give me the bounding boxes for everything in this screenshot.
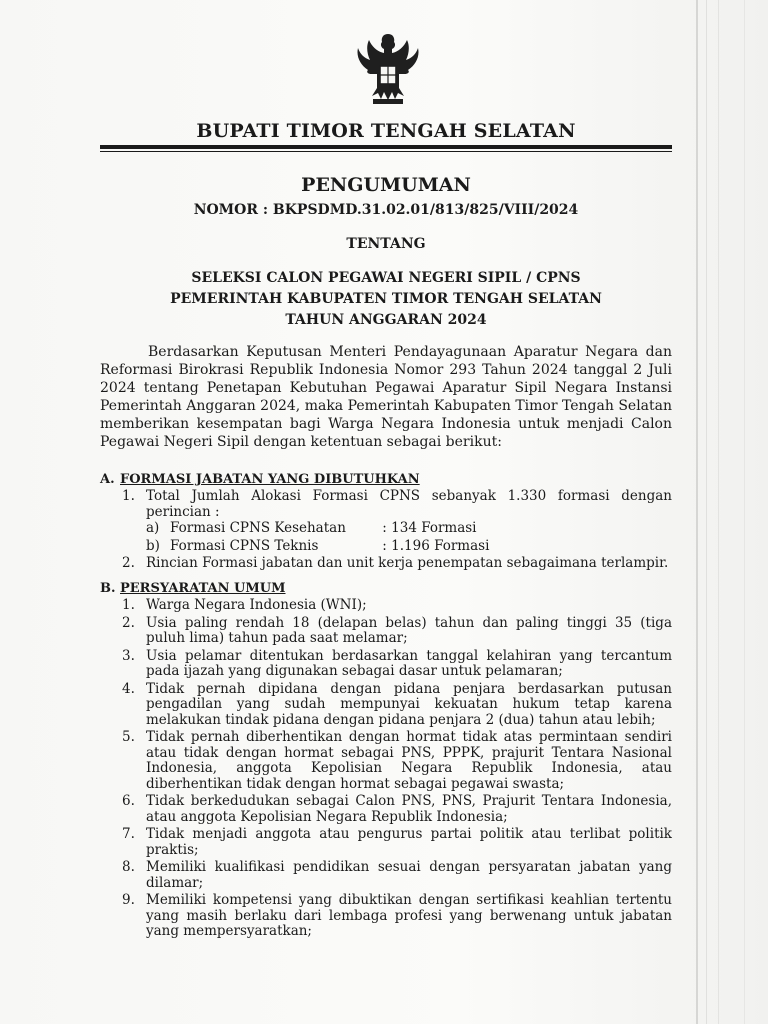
item-text: Usia pelamar ditentukan berdasarkan tanggal kelahiran yang tercantum pada ijazah yang digunakan sebagai dasar untuk pelamaran; xyxy=(146,647,672,679)
page-edge-line xyxy=(718,0,719,1024)
formation-count: : 134 Formasi xyxy=(382,520,477,536)
list-item xyxy=(100,616,672,647)
item-text: Tidak pernah dipidana dengan pidana penjara berdasarkan putusan pengadilan yang sudah mempunyai kekuatan hukum tetap karena melakukan tindak pidana dengan pidana penjara 2 (dua) tahun atau lebih; xyxy=(146,680,672,728)
item-text: Usia paling rendah 18 (delapan belas) tahun dan paling tinggi 35 (tiga puluh lima) tahun pada saat melamar; xyxy=(146,614,672,646)
formation-breakdown xyxy=(146,521,672,554)
document-number: NOMOR : BKPSDMD.31.02.01/813/825/VIII/2024 xyxy=(193,202,579,218)
list-item xyxy=(100,860,672,891)
list-item xyxy=(100,649,672,680)
section-a-list xyxy=(100,489,672,574)
item-number: 4. xyxy=(122,680,135,697)
item-number: 2. xyxy=(122,555,135,571)
item-number: 1. xyxy=(122,488,135,504)
section-title: FORMASI JABATAN YANG DIBUTUHKAN xyxy=(120,472,420,487)
list-item xyxy=(100,730,672,792)
formation-name: Formasi CPNS Kesehatan xyxy=(170,520,346,536)
list-item xyxy=(100,682,672,729)
item-text: Rincian Formasi jabatan dan unit kerja penempatan sebagaimana terlampir. xyxy=(146,555,669,571)
item-number: 5. xyxy=(122,729,135,745)
formation-row xyxy=(146,539,672,555)
letterhead-rule xyxy=(100,151,672,152)
subject-line: TAHUN ANGGARAN 2024 xyxy=(285,312,487,328)
sub-item-label: a) xyxy=(146,520,160,536)
item-number: 6. xyxy=(122,793,135,809)
section-letter: B. xyxy=(100,581,116,596)
garuda-emblem-icon xyxy=(350,30,426,106)
item-text: Tidak menjadi anggota atau pengurus partai politik atau terlibat politik praktis; xyxy=(146,826,672,858)
subject-line: PEMERINTAH KABUPATEN TIMOR TENGAH SELATAN xyxy=(170,291,602,307)
page-edge-line xyxy=(744,0,745,1024)
item-number: 1. xyxy=(122,597,135,613)
list-item xyxy=(100,598,672,614)
intro-paragraph: Berdasarkan Keputusan Menteri Pendayagunaan Aparatur Negara dan Reformasi Birokrasi Republik Indonesia Nomor 293 Tahun 2024 tanggal 2 Juli 2024 tentang Penetapan Kebutuhan Pegawai Aparatur Sipil Negara Instansi Pemerintah Anggaran 2024, maka Pemerintah Kabupaten Timor Tengah Selatan memberikan kesempatan bagi Warga Negara Indonesia untuk menjadi Calon Pegawai Negeri Sipil dengan ketentuan sebagai berikut: xyxy=(100,344,673,450)
formation-name: Formasi CPNS Teknis xyxy=(170,537,319,554)
section-letter: A. xyxy=(100,472,115,487)
item-number: 2. xyxy=(122,614,135,631)
formation-count: : 1.196 Formasi xyxy=(382,537,490,554)
document-title: PENGUMUMAN xyxy=(301,174,471,196)
item-text: Memiliki kompetensi yang dibuktikan dengan sertifikasi keahlian tertentu yang masih berlaku dari lembaga profesi yang berwenang untuk jabatan yang mempersyaratkan; xyxy=(146,892,672,939)
letterhead-rule xyxy=(100,145,672,149)
item-text: Tidak pernah diberhentikan dengan hormat tidak atas permintaan sendiri atau tidak dengan hormat sebagai PNS, PPPK, prajurit Tentara Nasional Indonesia, anggota Kepolisian Negara Republik Indonesia, atau diberhentikan tidak dengan hormat sebagai pegawai swasta; xyxy=(146,729,672,792)
item-number: 8. xyxy=(122,859,135,875)
section-b-heading xyxy=(100,581,286,596)
list-item xyxy=(100,556,672,572)
section-a-heading xyxy=(100,472,420,487)
list-item xyxy=(100,893,672,940)
item-text: Warga Negara Indonesia (WNI); xyxy=(146,597,367,613)
subject-line: SELEKSI CALON PEGAWAI NEGERI SIPIL / CPNS xyxy=(191,270,581,286)
list-item xyxy=(100,489,672,554)
list-item xyxy=(100,827,672,858)
item-number: 3. xyxy=(122,647,135,664)
item-text: Tidak berkedudukan sebagai Calon PNS, PNS, Prajurit Tentara Indonesia, atau anggota Kepolisian Negara Republik Indonesia; xyxy=(146,793,672,825)
page-edge-line xyxy=(696,0,698,1024)
item-text: Memiliki kualifikasi pendidikan sesuai dengan persyaratan jabatan yang dilamar; xyxy=(146,859,672,891)
item-number: 7. xyxy=(122,826,135,842)
formation-row xyxy=(146,521,672,537)
section-title: PERSYARATAN UMUM xyxy=(120,581,286,596)
section-b-list xyxy=(100,598,672,942)
list-item xyxy=(100,794,672,825)
about-label: TENTANG xyxy=(346,236,426,252)
issuing-authority: BUPATI TIMOR TENGAH SELATAN xyxy=(196,120,576,142)
page-edge-line xyxy=(706,0,707,1024)
item-text: Total Jumlah Alokasi Formasi CPNS sebanyak 1.330 formasi dengan perincian : xyxy=(146,488,672,520)
item-number: 9. xyxy=(122,892,135,908)
sub-item-label: b) xyxy=(146,537,160,554)
